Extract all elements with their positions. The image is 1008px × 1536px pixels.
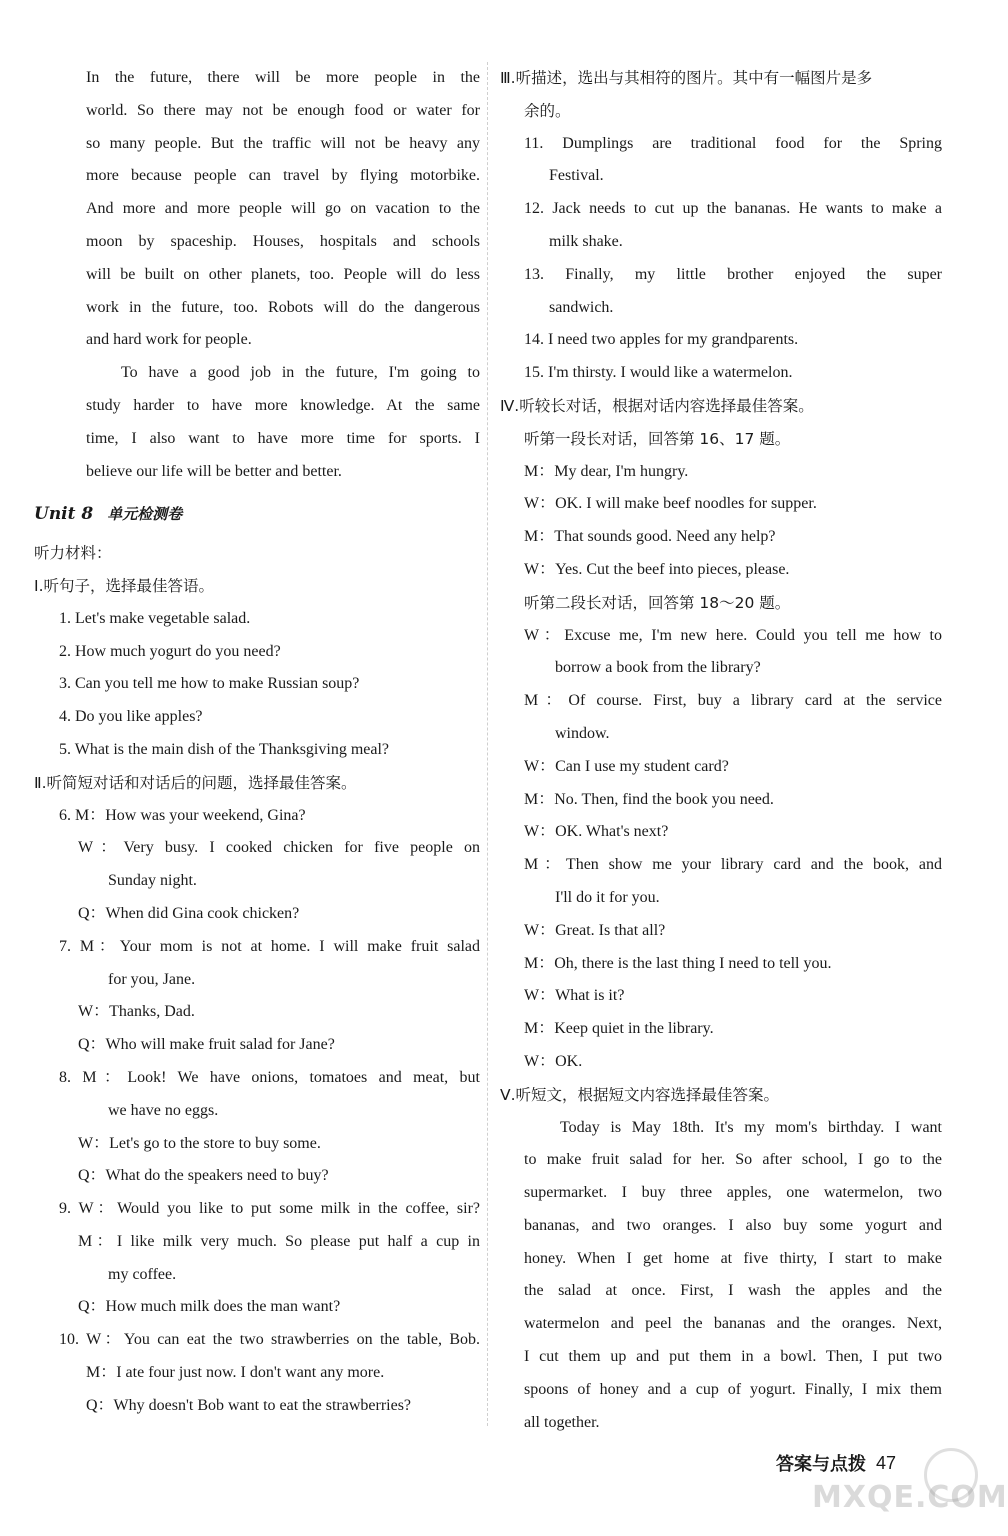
passage-line: so many people. But the traffic will not be heavy any: [86, 134, 480, 152]
passage-line: moon by spaceship. Houses, hospitals and schools: [86, 232, 480, 250]
column-divider: [487, 62, 488, 1426]
question-item: 11. Dumplings are traditional food for the Spring: [524, 134, 942, 152]
passage-line: supermarket. I buy three apples, one watermelon, two: [524, 1184, 942, 1202]
dialog-line: we have no eggs.: [108, 1101, 219, 1119]
question-item: 12. Jack needs to cut up the bananas. He wants to make a: [524, 200, 942, 218]
dialog-line: M：Oh, there is the last thing I need to tell you.: [524, 954, 832, 972]
dialog-2-instruction: 听第二段长对话，回答第 18～20 题。: [524, 593, 791, 612]
dialog-line: Sunday night.: [108, 872, 197, 890]
dialog-line: W：OK. I will make beef noodles for supper.: [524, 495, 817, 513]
dialog-1-instruction: 听第一段长对话，回答第 16、17 题。: [524, 429, 791, 448]
dialog-line: M：That sounds good. Need any help?: [524, 528, 776, 546]
dialog-line: my coffee.: [108, 1265, 177, 1283]
dialog-line: 9. W：Would you like to put some milk in the coffee, sir?: [59, 1200, 480, 1218]
passage-line: more because people can travel by flying motorbike.: [86, 167, 480, 185]
section-3: [500, 62, 942, 390]
question-item-cont: sandwich.: [549, 298, 614, 316]
dialog-line: W：OK.: [524, 1052, 583, 1070]
section-4-heading: Ⅳ.听较长对话，根据对话内容选择最佳答案。: [500, 396, 814, 415]
passage-line: world. So there may not be enough food or water for: [86, 101, 480, 119]
dialog-question: Q：Who will make fruit salad for Jane?: [78, 1036, 335, 1054]
page-number: 47: [876, 1452, 897, 1473]
question-item: 1. Let's make vegetable salad.: [59, 609, 251, 627]
dialog-line: for you, Jane.: [108, 970, 196, 988]
dialog-line: W：Excuse me, I'm new here. Could you tell me how to: [524, 626, 942, 644]
page-footer: [776, 1446, 896, 1480]
passage-line: time, I also want to have more time for sports. I: [86, 429, 480, 447]
dialog-line: M：I ate four just now. I don't want any more.: [86, 1364, 385, 1382]
dialog-question: Q：What do the speakers need to buy?: [78, 1167, 329, 1185]
footer-label: 答案与点拨: [776, 1454, 866, 1475]
passage-line: Today is May 18th. It's my mom's birthday. I want: [560, 1118, 942, 1136]
section-4: [500, 390, 942, 1079]
dialog-line: 8. M：Look! We have onions, tomatoes and meat, but: [59, 1068, 480, 1086]
dialog-line: W：Can I use my student card?: [524, 757, 729, 775]
passage-line: honey. When I get home at five thirty, I start to make: [524, 1249, 942, 1267]
question-item: 5. What is the main dish of the Thanksgiving meal?: [59, 740, 390, 758]
dialog-line: W：Let's go to the store to buy some.: [78, 1134, 321, 1152]
unit-subtitle: 单元检测卷: [107, 505, 183, 524]
dialog-line: W：Great. Is that all?: [524, 921, 666, 939]
dialog-line-cont: borrow a book from the library?: [555, 659, 761, 677]
material-label: 听力材料：: [34, 544, 112, 563]
passage-line: believe our life will be better and better.: [86, 462, 342, 480]
passage-line: to make fruit salad for her. So after school, I go to the: [524, 1151, 942, 1169]
dialog-line: W：Very busy. I cooked chicken for five people on: [78, 839, 480, 857]
essay-passage: [34, 62, 480, 488]
section-3-heading: Ⅲ.听描述，选出与其相符的图片。其中有一幅图片是多: [500, 69, 873, 87]
section-1: [34, 570, 480, 767]
passage-line: and hard work for people.: [86, 331, 252, 349]
dialog-line: M：Keep quiet in the library.: [524, 1020, 714, 1038]
question-item-cont: Festival.: [549, 167, 604, 185]
section-5: [500, 1079, 942, 1440]
section-3-heading-cont: 余的。: [524, 101, 571, 120]
dialog-line: W：Thanks, Dad.: [78, 1003, 195, 1021]
question-item: 14. I need two apples for my grandparents.: [524, 331, 799, 349]
passage-line: work in the future, too. Robots will do the dangerous: [86, 298, 480, 316]
passage-line: bananas, and two oranges. I also buy some yogurt and: [524, 1216, 942, 1234]
left-column: [34, 62, 480, 1423]
dialog-line: W：What is it?: [524, 987, 625, 1005]
dialog-question: Q：When did Gina cook chicken?: [78, 904, 300, 922]
dialog-line: 6. M：How was your weekend, Gina?: [59, 806, 306, 824]
dialog-line: M：Then show me your library card and the book, and: [524, 856, 942, 874]
dialog-line: M：I like milk very much. So please put half a cup in: [78, 1232, 480, 1250]
question-item: 2. How much yogurt do you need?: [59, 642, 281, 660]
unit-title: Unit 8: [34, 504, 94, 525]
passage-line: study harder to have more knowledge. At the same: [86, 396, 480, 414]
question-item: 3. Can you tell me how to make Russian soup?: [59, 675, 360, 693]
passage-line: spoons of honey and a cup of yogurt. Finally, I mix them: [524, 1380, 942, 1398]
dialog-question: Q：Why doesn't Bob want to eat the strawberries?: [86, 1396, 412, 1414]
dialog-line: W：OK. What's next?: [524, 823, 669, 841]
dialog-line: 7. M：Your mom is not at home. I will make fruit salad: [59, 937, 480, 955]
section-5-heading: Ⅴ.听短文，根据短文内容选择最佳答案。: [500, 1085, 780, 1104]
passage-line: I cut them up and put them in a bowl. Then, I put two: [524, 1348, 942, 1366]
dialog-line-cont: I'll do it for you.: [555, 888, 660, 906]
question-item: 15. I'm thirsty. I would like a watermelon.: [524, 364, 793, 382]
dialog-line: W：Yes. Cut the beef into pieces, please.: [524, 560, 790, 578]
section-2: [34, 767, 480, 1423]
passage-line: the salad at once. First, I wash the apples and the: [524, 1282, 942, 1300]
dialog-line: M：No. Then, find the book you need.: [524, 790, 774, 808]
section-1-heading: Ⅰ.听句子，选择最佳答语。: [34, 576, 214, 595]
watermark-text: MXQE.COM: [812, 1480, 1008, 1515]
passage-line: To have a good job in the future, I'm going to: [121, 364, 480, 382]
dialog-line-cont: window.: [555, 724, 610, 742]
dialog-question: Q：How much milk does the man want?: [78, 1298, 341, 1316]
passage-line: watermelon and peel the bananas and the oranges. Next,: [524, 1315, 942, 1333]
question-item: 13. Finally, my little brother enjoyed the super: [524, 265, 942, 283]
question-item-cont: milk shake.: [549, 232, 623, 250]
passage-line: will be built on other planets, too. People will do less: [86, 265, 480, 283]
dialog-line: M：Of course. First, buy a library card at the service: [524, 692, 942, 710]
section-2-heading: Ⅱ.听简短对话和对话后的问题，选择最佳答案。: [34, 773, 357, 792]
passage-line: In the future, there will be more people in the: [86, 69, 480, 86]
right-column: [500, 62, 942, 1439]
unit-heading: [34, 498, 480, 531]
passage-line: And more and more people will go on vacation to the: [86, 200, 480, 218]
dialog-line: 10. W：You can eat the two strawberries on the table, Bob.: [59, 1331, 480, 1349]
passage-line: all together.: [524, 1413, 600, 1431]
question-item: 4. Do you like apples?: [59, 708, 203, 726]
dialog-line: M：My dear, I'm hungry.: [524, 462, 689, 480]
